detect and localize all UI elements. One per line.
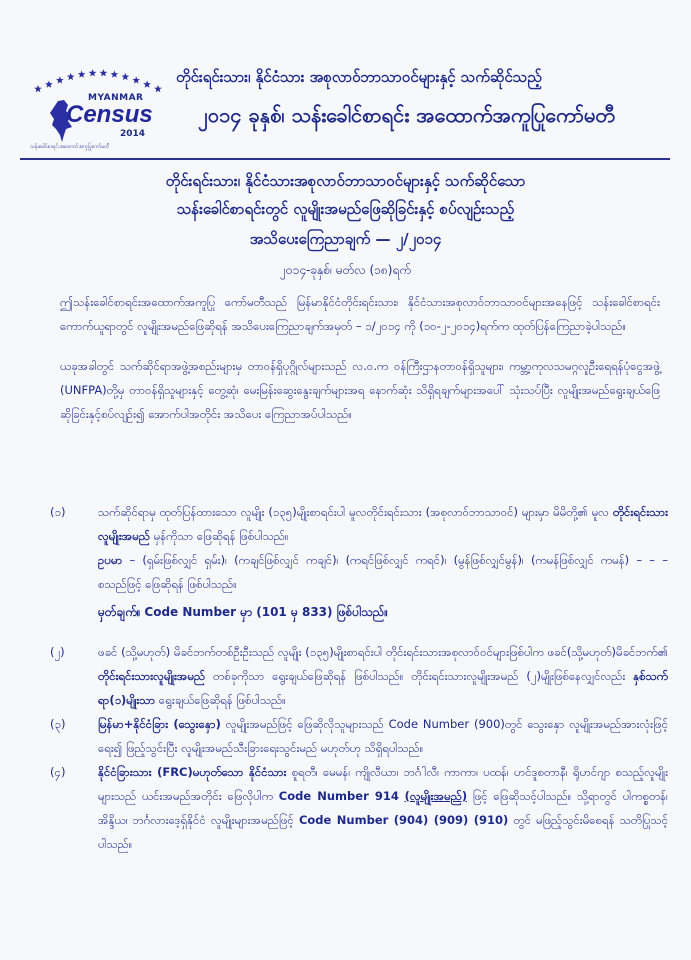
announcement-date: ၂၀၁၄-ခုနှစ်၊ မတ်လ (၁၈)ရက် xyxy=(279,263,412,277)
note-text: Code Number မှာ (101 မှ 833) ဖြစ်ပါသည်။ xyxy=(144,605,389,619)
item-number: (၄) xyxy=(50,765,66,779)
star-icon xyxy=(78,70,86,77)
item-text xyxy=(98,712,668,760)
star-icon xyxy=(143,80,151,87)
item-4-code-2: Code Number (904) (909) (910) xyxy=(298,813,509,827)
logo-myanmar-text: MYANMAR xyxy=(88,93,144,103)
census-logo xyxy=(28,65,168,155)
star-icon xyxy=(121,73,129,80)
item-2-tail-2: ရွေးချယ်ဖြေဆိုရန် ဖြစ်ပါသည်။ xyxy=(155,693,286,707)
letterhead xyxy=(0,40,691,150)
logo-census-text: Census xyxy=(66,101,153,128)
item-4-bold: နိုင်ငံခြားသား (FRC)မဟုတ်သော နိုင်ငံသား xyxy=(98,765,287,779)
star-icon xyxy=(34,85,42,92)
item-number: (၁) xyxy=(50,505,66,519)
star-icon xyxy=(100,69,108,76)
logo-year-text: 2014 xyxy=(120,129,146,139)
item-4-text-2: ဖြင့် ဖြေဆိုသင့်ပါသည်။ သို့ရာတွင် ပါကစ္စတန်၊ အိန္ဒိယ၊ ဘင်္ဂလားဒေ့ရှ်နိုင်ငံ လူမျိုးများအမည်ဖြင့် xyxy=(98,789,668,827)
paragraph-1: ဤသန်းခေါင်စာရင်းအထောက်အကူပြု ကော်မတီသည် မြန်မာနိုင်ငံတိုင်းရင်းသား၊ နိုင်ငံသားအစုလာဝ်ဘာသာဝင်များအနေဖြင့် သန်းခေါင်စာရင်းကောက်ယူရာတွင် လူမျိုးအမည်ဖြေဆိုရန် အသိပေးကြေညာချက်အမှတ် – ၁/၂၀၁၄ ကို (၁၀-၂-၂၀၁၄)ရက်က ထုတ်ပြန်ကြေညာခဲ့ပါသည်။ xyxy=(60,295,660,333)
logo-caption: သန်းခေါင်စာရင်းအထောက်အကူပြုကော်မတီ xyxy=(30,144,110,150)
star-icon xyxy=(56,76,64,83)
star-icon xyxy=(89,69,97,76)
item-1-bold: တိုင်းရင်းသားလူမျိုးအမည် xyxy=(98,505,669,543)
letterhead-line-1: တိုင်းရင်းသား၊ နိုင်ငံသား အစုလာဝ်ဘာသာဝင်များနှင့် သက်ဆိုင်သည့် xyxy=(176,68,542,86)
title-line-1: တိုင်းရင်းသား၊ နိုင်ငံသားအစုလာဝ်ဘာသာဝင်များနှင့် သက်ဆိုင်သော xyxy=(165,172,526,190)
star-icon xyxy=(45,80,53,87)
example-text: – (ရှမ်းဖြစ်လျှင် ရှမ်း)၊ (ကချင်ဖြစ်လျှင် ကချင်)၊ (ကရင်ဖြစ်လျှင် ကရင်)၊ (မွန်ဖြစ်လျှင်မွန်)၊ (ကမန်ဖြစ်လျှင် ကမန်) – – – စသည်ဖြင့် ဖြေဆိုရန် ဖြစ်ပါသည်။ xyxy=(98,553,668,591)
item-4-code-underlined: (လူမျိုးအမည်) xyxy=(404,789,468,803)
note-label: မှတ်ချက်။ xyxy=(98,605,141,619)
star-icon xyxy=(154,85,162,92)
title-line-2: သန်းခေါင်စာရင်းတွင် လူမျိုးအမည်ဖြေဆိုခြင်းနှင့် စပ်လျဉ်းသည့် xyxy=(176,200,515,218)
paragraph-2: ယခုအခါတွင် သက်ဆိုင်ရာအဖွဲ့အစည်းများမှ တာဝန်ရှိပုဂ္ဂိုလ်များသည် လ.ဝ.က ဝန်ကြီးဌာနတာဝန်ရှိသူများ၊ ကမ္ဘာ့ကုလသမဂ္ဂလူဦးရေရန်ပုံငွေအဖွဲ့ (UNFPA)တို့မှ တာဝန်ရှိသူများနှင့် တွေ့ဆုံ၊ မေးမြန်းဆွေးနွေးချက်များအရ နောက်ဆုံး သိရှိရချက်များအပေါ် သုံးသပ်ပြီး လူမျိုးအမည်ရွေးချယ်ဖြေဆိုခြင်းနှင့်စပ်လျဉ်း၍ အောက်ပါအတိုင်း အသိပေး ကြေညာအပ်ပါသည်။ xyxy=(60,359,660,421)
note xyxy=(98,604,388,622)
item-3-bold: မြန်မာ+နိုင်ငံခြား (သွေးနှော) xyxy=(98,717,221,731)
star-icon xyxy=(67,73,75,80)
item-2-tail: တစ်ခုကိုသာ ရွေးချယ်ဖြေဆိုရန် ဖြစ်ပါသည်။ တိုင်းရင်းသားလူမျိုးအမည် (၂)မျိုးဖြစ်နေလျှင်လည်း xyxy=(205,669,626,683)
star-icon xyxy=(111,70,119,77)
item-number: (၂) xyxy=(50,645,65,659)
example-label: ဥပမာ xyxy=(98,553,123,567)
item-1-tail: မှန်ကိုသာ ဖြေဆိုရန် ဖြစ်ပါသည်။ xyxy=(150,529,289,543)
header-divider xyxy=(20,158,670,160)
item-2-bold-2: နှစ်သက်ရာ(၁)မျိုးသာ xyxy=(98,669,669,707)
item-4-tail: တွင် မဖြည့်သွင်းမိစေရန် သတိပြုသင့်ပါသည်။ xyxy=(98,813,668,851)
item-text xyxy=(98,760,668,856)
item-text xyxy=(98,640,668,712)
item-2-bold: တိုင်းရင်းသားလူမျိုးအမည် xyxy=(98,669,206,683)
item-4-code: Code Number 914 xyxy=(278,789,399,803)
title-line-3: အသိပေးကြေညာချက် — ၂/၂၀၁၄ xyxy=(249,230,442,248)
item-4-text: စူရတီ၊ မေမန်၊ ကျိုလီယာ၊ ဘင်္ဂါလီ၊ ကာကာ၊ ပထန်၊ ဟင်ဒူစတာနီ၊ ရိုဟင်ဂျာ စသည့်လူမျိုးများသည် ယင်းအမည်အတိုင်း ဖြေလိုပါက xyxy=(98,765,668,803)
item-text xyxy=(98,500,668,596)
star-ring-icon xyxy=(28,65,168,95)
item-2-text: ဖခင် (သို့မဟုတ်) မိခင်ဘက်တစ်ဦးဦးသည် လူမျိုး (၁၃၅)မျိုးစာရင်းပါ တိုင်းရင်းသားအစုလာဝ်ဝင်များဖြစ်ပါက ဖခင်(သို့မဟုတ်)မိခင်ဘက်၏ xyxy=(98,645,668,659)
letterhead-line-2: ၂၀၁၄ ခုနှစ်၊ သန်းခေါင်စာရင်း အထောက်အကူပြုကော်မတီ xyxy=(198,103,615,127)
star-icon xyxy=(132,76,140,83)
item-number: (၃) xyxy=(50,717,66,731)
item-3-text: လူမျိုးအမည်ဖြင့် ဖြေဆိုလိုသူများသည် Code Number (900)တွင် သွေးနှော လူမျိုးအမည်အားလုံးဖြင့်ရေး၍ ဖြည့်သွင်းပြီး လူမျိုးအမည်သီးခြားရေးသွင်းမည် မဟုတ်ဟု သိရှိရပါသည်။ xyxy=(98,717,668,755)
item-1-text: သက်ဆိုင်ရာမှ ထုတ်ပြန်ထားသော လူမျိုး (၁၃၅)မျိုးစာရင်းပါ မူလတိုင်းရင်းသား (အစုလာဝ်ဘာသာဝင်) များမှာ မိမိတို့၏ မူလ xyxy=(98,505,609,519)
